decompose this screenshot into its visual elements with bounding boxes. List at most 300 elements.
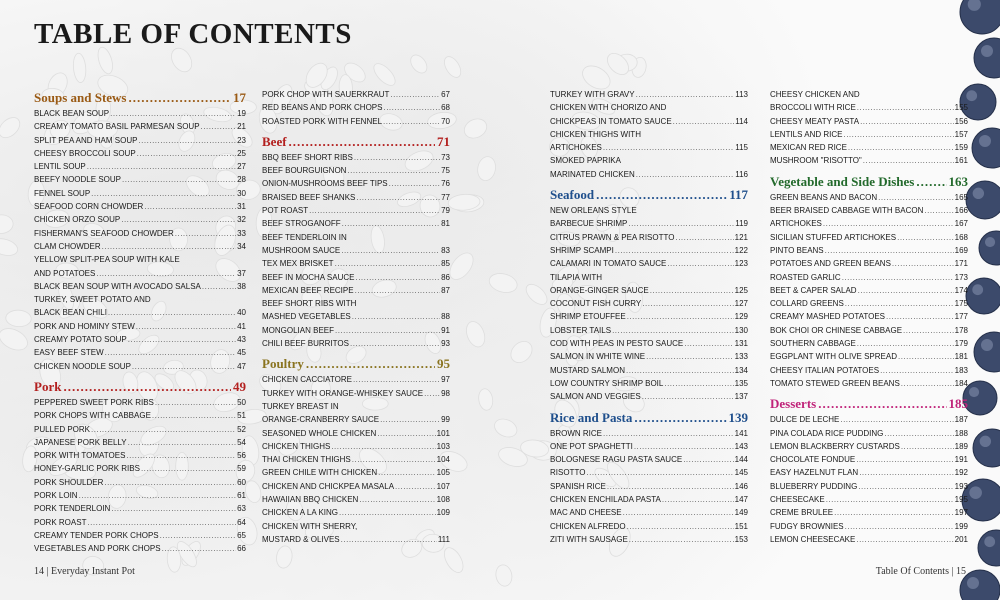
toc-entry-title: CHEESY MEATY PASTA	[770, 116, 860, 126]
toc-entry	[34, 516, 246, 529]
toc-section	[550, 408, 748, 547]
dot-leader	[857, 101, 954, 114]
dot-leader	[842, 271, 954, 284]
toc-entry-page: 169	[954, 245, 968, 255]
toc-entry-title: TURKEY WITH ORANGE-WHISKEY SAUCE	[262, 388, 424, 398]
dot-leader	[628, 217, 734, 230]
toc-entry	[34, 423, 246, 436]
toc-entry-page: 88	[441, 312, 450, 322]
toc-entry-page: 76	[441, 179, 450, 189]
toc-entry-title: CHICKEN A LA KING	[262, 508, 339, 518]
toc-entry	[34, 293, 246, 306]
toc-entry	[262, 493, 450, 506]
toc-entry	[262, 373, 450, 386]
blueberry-highlight	[973, 188, 984, 199]
dot-leader	[136, 320, 236, 333]
toc-entry-page: 47	[237, 361, 246, 371]
dot-leader	[378, 466, 436, 479]
dot-leader	[155, 396, 236, 409]
toc-entry	[262, 151, 450, 164]
toc-entry-page: 43	[237, 335, 246, 345]
dot-leader	[352, 453, 436, 466]
toc-entry-title: RED BEANS AND PORK CHOPS	[262, 103, 383, 113]
toc-entry-page: 197	[954, 508, 968, 518]
toc-entry-title: GREEN BEANS AND BACON	[770, 192, 878, 202]
toc-entry-page: 127	[734, 299, 748, 309]
toc-entry-page: 113	[735, 90, 748, 99]
toc-entry-title: TURKEY BREAST IN	[262, 401, 339, 411]
toc-entry-page: 91	[441, 325, 450, 335]
toc-entry-title: PULLED PORK	[34, 424, 91, 434]
toc-entry	[550, 168, 748, 181]
toc-entry-page: 184	[954, 378, 968, 388]
toc-entry-page: 201	[954, 534, 968, 544]
dot-leader	[424, 387, 440, 400]
toc-column-3	[550, 88, 748, 546]
toc-entry-page: 19	[237, 109, 246, 118]
dot-leader	[347, 164, 440, 177]
toc-entry-title: EGGPLANT WITH OLIVE SPREAD	[770, 352, 897, 362]
section-heading-title: Desserts	[770, 396, 817, 412]
toc-entry-page: 63	[237, 504, 246, 514]
toc-entry-title: COD WITH PEAS IN PESTO SAUCE	[550, 339, 684, 349]
toc-entry-page: 41	[237, 321, 246, 331]
toc-entry-page: 38	[237, 281, 246, 291]
toc-entry-title: PORK CHOPS WITH CABBAGE	[34, 411, 151, 421]
dot-leader	[901, 440, 954, 453]
toc-entry	[262, 244, 450, 257]
toc-entry-page: 165	[954, 192, 968, 202]
toc-entry-page: 147	[734, 495, 748, 505]
toc-entry-title: FUDGY BROWNIES	[770, 521, 844, 531]
toc-entry-page: 161	[954, 156, 968, 166]
toc-entry	[34, 200, 246, 213]
toc-entry	[550, 440, 748, 453]
toc-section	[550, 185, 748, 403]
toc-entry-page: 175	[954, 299, 968, 309]
dot-leader	[87, 516, 236, 529]
dot-leader	[834, 506, 954, 519]
toc-entry-title: SHRIMP ETOUFFEE	[550, 312, 626, 322]
toc-entry-page: 27	[237, 162, 246, 172]
dot-leader	[331, 440, 435, 453]
toc-entry-title: CHICKEN THIGHS	[262, 441, 331, 451]
toc-entry-title: BEEF BOURGUIGNON	[262, 166, 347, 176]
toc-entry-page: 67	[441, 90, 450, 99]
toc-entry-title: SEAFOOD CORN CHOWDER	[34, 202, 144, 212]
toc-entry	[34, 280, 246, 293]
toc-entry-page: 34	[237, 241, 246, 251]
dot-leader	[141, 462, 236, 475]
toc-entry	[34, 346, 246, 359]
toc-entry-title: BEER BRAISED CABBAGE WITH BACON	[770, 206, 924, 216]
toc-entry	[550, 284, 748, 297]
toc-entry	[34, 462, 246, 475]
toc-entry-title: DULCE DE LECHE	[770, 415, 840, 425]
toc-entry	[550, 271, 748, 284]
toc-entry-page: 51	[237, 411, 246, 421]
toc-entry-page: 189	[954, 441, 968, 451]
dot-leader	[642, 297, 733, 310]
blueberry-highlight	[979, 135, 991, 147]
toc-entry	[770, 337, 968, 350]
toc-entry	[262, 427, 450, 440]
dot-leader	[202, 280, 236, 293]
toc-entry-page: 56	[237, 451, 246, 461]
blueberry-highlight	[969, 486, 982, 499]
toc-entry-title: YELLOW SPLIT-PEA SOUP WITH KALE	[34, 255, 180, 265]
toc-entry	[34, 267, 246, 280]
dot-leader	[667, 257, 733, 270]
toc-entry	[34, 476, 246, 489]
toc-entry-title: PORK ROAST	[34, 517, 87, 527]
dot-leader	[916, 172, 946, 191]
dot-leader	[353, 373, 440, 386]
dot-leader	[636, 168, 734, 181]
toc-entry	[34, 306, 246, 319]
toc-entry	[262, 480, 450, 493]
blueberry-highlight	[981, 339, 993, 351]
dot-leader	[390, 88, 440, 101]
toc-entry	[262, 310, 450, 323]
toc-entry	[34, 227, 246, 240]
dot-leader	[825, 244, 954, 257]
toc-entry-title: PORK LOIN	[34, 491, 78, 501]
toc-entry	[262, 506, 450, 519]
toc-entry-page: 167	[954, 219, 968, 229]
dot-leader	[892, 257, 954, 270]
dot-leader	[87, 160, 236, 173]
toc-entry	[550, 493, 748, 506]
toc-entry	[34, 253, 246, 266]
toc-entry-title: EASY HAZELNUT FLAN	[770, 468, 859, 478]
footer-left: 14 | Everyday Instant Pot	[34, 566, 135, 577]
toc-entry-page: 40	[237, 308, 246, 318]
dot-leader	[858, 284, 954, 297]
dot-leader	[335, 324, 440, 337]
toc-entry	[262, 88, 450, 101]
dot-leader	[355, 284, 441, 297]
toc-entry	[34, 529, 246, 542]
toc-entry-page: 174	[954, 285, 968, 295]
toc-entry-page: 145	[734, 468, 748, 478]
toc-entry	[34, 409, 246, 422]
toc-entry	[34, 436, 246, 449]
section-heading-page: 95	[437, 356, 450, 372]
toc-entry-page: 68	[441, 103, 450, 113]
toc-entry-title: COLLARD GREENS	[770, 299, 844, 309]
toc-section	[770, 172, 968, 390]
dot-leader	[662, 493, 734, 506]
toc-entry	[770, 271, 968, 284]
toc-entry-page: 122	[734, 245, 748, 255]
toc-entry-title: BLACK BEAN SOUP	[34, 109, 110, 118]
toc-entry	[550, 244, 748, 257]
toc-entry-page: 73	[441, 152, 450, 162]
toc-entry-page: 181	[954, 352, 968, 362]
dot-leader	[843, 128, 953, 141]
toc-entry-title: CHICKEN WITH SHERRY,	[262, 521, 358, 531]
toc-entry	[770, 533, 968, 546]
toc-entry-page: 191	[954, 455, 968, 465]
page-title: TABLE OF CONTENTS	[34, 18, 352, 50]
dot-leader	[108, 306, 236, 319]
dot-leader	[629, 533, 734, 546]
toc-entry-title: SEASONED WHOLE CHICKEN	[262, 428, 377, 438]
toc-entry-title: TOMATO STEWED GREEN BEANS	[770, 378, 900, 388]
toc-entry-page: 188	[954, 428, 968, 438]
section-heading	[262, 132, 450, 151]
toc-entry	[34, 147, 246, 160]
dot-leader	[63, 377, 231, 396]
dot-leader	[627, 310, 734, 323]
dot-leader	[395, 480, 436, 493]
section-heading-title: Beef	[262, 133, 287, 149]
toc-entry-page: 103	[436, 441, 450, 451]
toc-entry-title: CHEESY ITALIAN POTATOES	[770, 365, 880, 375]
dot-leader	[104, 476, 236, 489]
toc-entry-title: MEXICAN RED RICE	[770, 143, 847, 153]
toc-entry	[770, 364, 968, 377]
toc-entry-page: 79	[441, 206, 450, 216]
toc-entry-page: 171	[954, 259, 968, 269]
toc-entry	[262, 217, 450, 230]
dot-leader	[359, 493, 435, 506]
section-heading-title: Seafood	[550, 187, 595, 203]
toc-entry	[770, 154, 968, 167]
blueberry-highlight	[980, 436, 991, 447]
section-heading-title: Soups and Stews	[34, 90, 127, 105]
toc-column-2	[262, 88, 450, 546]
toc-entry	[550, 533, 748, 546]
dot-leader	[201, 120, 237, 133]
toc-entry	[34, 396, 246, 409]
toc-entry-page: 156	[954, 116, 968, 126]
dot-leader	[355, 271, 440, 284]
toc-entry	[262, 387, 450, 400]
blueberry-shape	[973, 429, 1000, 467]
toc-section	[34, 377, 246, 556]
blueberry-shape	[974, 332, 1000, 372]
dot-leader	[111, 502, 236, 515]
dot-leader	[383, 115, 440, 128]
toc-entry-title: ARTICHOKES	[550, 143, 602, 153]
dot-leader	[128, 333, 236, 346]
toc-entry	[770, 101, 968, 114]
toc-entry-title: EASY BEEF STEW	[34, 348, 104, 358]
toc-entry-title: CREAMY POTATO SOUP	[34, 335, 127, 345]
toc-entry-page: 99	[441, 415, 450, 425]
dot-leader	[607, 480, 734, 493]
toc-entry-page: 86	[441, 272, 450, 282]
dot-leader	[650, 284, 734, 297]
toc-entry-title: SPANISH RICE	[550, 481, 606, 491]
toc-entry-page: 70	[441, 116, 450, 126]
blueberry-shape	[966, 278, 1000, 314]
toc-entry-title: PORK SHOULDER	[34, 477, 104, 487]
toc-entry	[262, 520, 450, 533]
toc-entry-page: 159	[954, 143, 968, 153]
dot-leader	[858, 480, 953, 493]
toc-section	[262, 354, 450, 546]
toc-entry	[262, 466, 450, 479]
dot-leader	[880, 364, 954, 377]
section-heading	[34, 377, 246, 396]
toc-entry-page: 193	[954, 481, 968, 491]
toc-entry-title: CHICKEN THIGHS WITH	[550, 129, 641, 139]
toc-entry	[550, 453, 748, 466]
toc-entry	[550, 204, 748, 217]
section-heading	[34, 88, 246, 107]
dot-leader	[845, 297, 954, 310]
toc-entry-page: 178	[954, 325, 968, 335]
toc-entry-title: POTATOES AND GREEN BEANS	[770, 259, 891, 269]
dot-leader	[596, 185, 727, 204]
toc-entry-page: 33	[237, 228, 246, 238]
toc-entry-page: 108	[436, 495, 450, 505]
toc-entry	[34, 213, 246, 226]
toc-entry-title: CREAMY TENDER PORK CHOPS	[34, 530, 159, 540]
toc-entry-title: THAI CHICKEN THIGHS	[262, 455, 351, 465]
dot-leader	[128, 436, 236, 449]
dot-leader	[603, 427, 734, 440]
dot-leader	[615, 244, 734, 257]
toc-entry-title: NEW ORLEANS STYLE	[550, 206, 637, 216]
toc-entry-title: BROWN RICE	[550, 428, 602, 438]
toc-entry-title: BEEF SHORT RIBS WITH	[262, 299, 357, 309]
toc-entry	[550, 257, 748, 270]
dot-leader	[856, 533, 953, 546]
toc-entry-page: 153	[734, 534, 748, 544]
toc-entry-page: 114	[735, 116, 748, 126]
toc-entry-title: CHICKEN ALFREDO	[550, 521, 626, 531]
toc-entry-title: CHICKEN CACCIATORE	[262, 375, 352, 385]
toc-entry	[550, 480, 748, 493]
dot-leader	[845, 520, 954, 533]
toc-entry	[550, 154, 748, 167]
blueberry-highlight	[967, 577, 979, 589]
toc-entry-title: ONION-MUSHROOMS BEEF TIPS	[262, 179, 388, 189]
toc-entry-title: HONEY-GARLIC PORK RIBS	[34, 464, 140, 474]
toc-entry-title: FENNEL SOUP	[34, 188, 91, 198]
toc-entry-page: 101	[436, 428, 450, 438]
toc-entry-title: CHICKEN WITH CHORIZO AND	[550, 103, 667, 113]
blueberry-shape	[978, 530, 1000, 566]
dot-leader	[380, 413, 440, 426]
toc-entry	[770, 128, 968, 141]
toc-entry-page: 32	[237, 215, 246, 225]
toc-entry-page: 115	[735, 143, 748, 153]
toc-entry-title: BOLOGNESE RAGU PASTA SAUCE	[550, 455, 683, 465]
toc-entry	[770, 493, 968, 506]
toc-entry	[34, 173, 246, 186]
toc-entry-page: 144	[734, 455, 748, 465]
toc-entry-page: 173	[954, 272, 968, 282]
dot-leader	[612, 324, 734, 337]
toc-entry-page: 25	[237, 148, 246, 158]
toc-entry-title: SOUTHERN CABBAGE	[770, 339, 856, 349]
toc-entry	[550, 231, 748, 244]
toc-entry-title: BLACK BEAN CHILI	[34, 308, 107, 318]
toc-entry-page: 129	[734, 312, 748, 322]
toc-entry-title: CHEESY BROCCOLI SOUP	[34, 148, 136, 158]
toc-entry	[262, 337, 450, 350]
blueberry-highlight	[984, 536, 995, 547]
toc-entry	[262, 284, 450, 297]
toc-entry-page: 168	[954, 232, 968, 242]
toc-entry	[770, 297, 968, 310]
toc-entry-title: LOBSTER TAILS	[550, 325, 612, 335]
dot-leader	[91, 187, 236, 200]
toc-entry	[550, 101, 748, 114]
book-title: Everyday Instant Pot	[51, 566, 135, 577]
toc-entry-title: ZITI WITH SAUSAGE	[550, 534, 628, 544]
dot-leader	[840, 413, 953, 426]
section-heading-page: 163	[948, 173, 968, 189]
toc-entry-page: 166	[954, 206, 968, 216]
toc-entry	[770, 310, 968, 323]
toc-entry-page: 155	[954, 103, 968, 113]
toc-entry-title: ONE POT SPAGHETTI	[550, 441, 633, 451]
toc-entry	[262, 400, 450, 413]
toc-column-4	[770, 88, 968, 546]
toc-entry-title: CLAM CHOWDER	[34, 241, 101, 251]
toc-entry	[262, 177, 450, 190]
toc-entry-page: 149	[734, 508, 748, 518]
section-heading-title: Vegetable and Side Dishes	[770, 173, 915, 189]
toc-entry-page: 146	[734, 481, 748, 491]
dot-leader	[162, 542, 237, 555]
dot-leader	[636, 88, 735, 101]
toc-entry-title: TEX MEX BRISKET	[262, 259, 334, 269]
dot-leader	[898, 350, 954, 363]
toc-entry-title: CHEESY CHICKEN AND	[770, 90, 860, 99]
blueberry-highlight	[981, 45, 993, 57]
toc-entry-title: HAWAIIAN BBQ CHICKEN	[262, 495, 359, 505]
toc-entry-title: PORK CHOP WITH SAUERKRAUT	[262, 90, 390, 99]
toc-entry	[262, 324, 450, 337]
toc-entry	[550, 88, 748, 101]
section-heading	[770, 172, 968, 191]
toc-entry	[770, 466, 968, 479]
section-heading-page: 17	[233, 90, 246, 105]
toc-entry	[34, 240, 246, 253]
section-heading-title: Rice and Pasta	[550, 409, 633, 425]
toc-entry-title: ARTICHOKES	[770, 219, 822, 229]
toc-entry-title: RISOTTO	[550, 468, 586, 478]
dot-leader	[341, 244, 440, 257]
toc-entry-page: 179	[954, 339, 968, 349]
dot-leader	[306, 354, 435, 373]
dot-leader	[144, 200, 236, 213]
dot-leader	[683, 453, 733, 466]
toc-entry-title: BEET & CAPER SALAD	[770, 285, 857, 295]
blueberry-highlight	[972, 284, 983, 295]
toc-entry	[34, 134, 246, 147]
toc-entry-page: 109	[436, 508, 450, 518]
toc-entry-page: 81	[441, 219, 450, 229]
toc-entry-title: MONGOLIAN BEEF	[262, 325, 335, 335]
toc-entry	[262, 440, 450, 453]
toc-entry-page: 133	[734, 352, 748, 362]
dot-leader	[863, 154, 954, 167]
toc-entry	[262, 533, 450, 546]
toc-entry	[262, 191, 450, 204]
toc-entry-title: PORK WITH TOMATOES	[34, 451, 126, 461]
section-heading-page: 71	[437, 133, 450, 149]
section-heading-title: Poultry	[262, 356, 304, 372]
toc-entry	[262, 164, 450, 177]
